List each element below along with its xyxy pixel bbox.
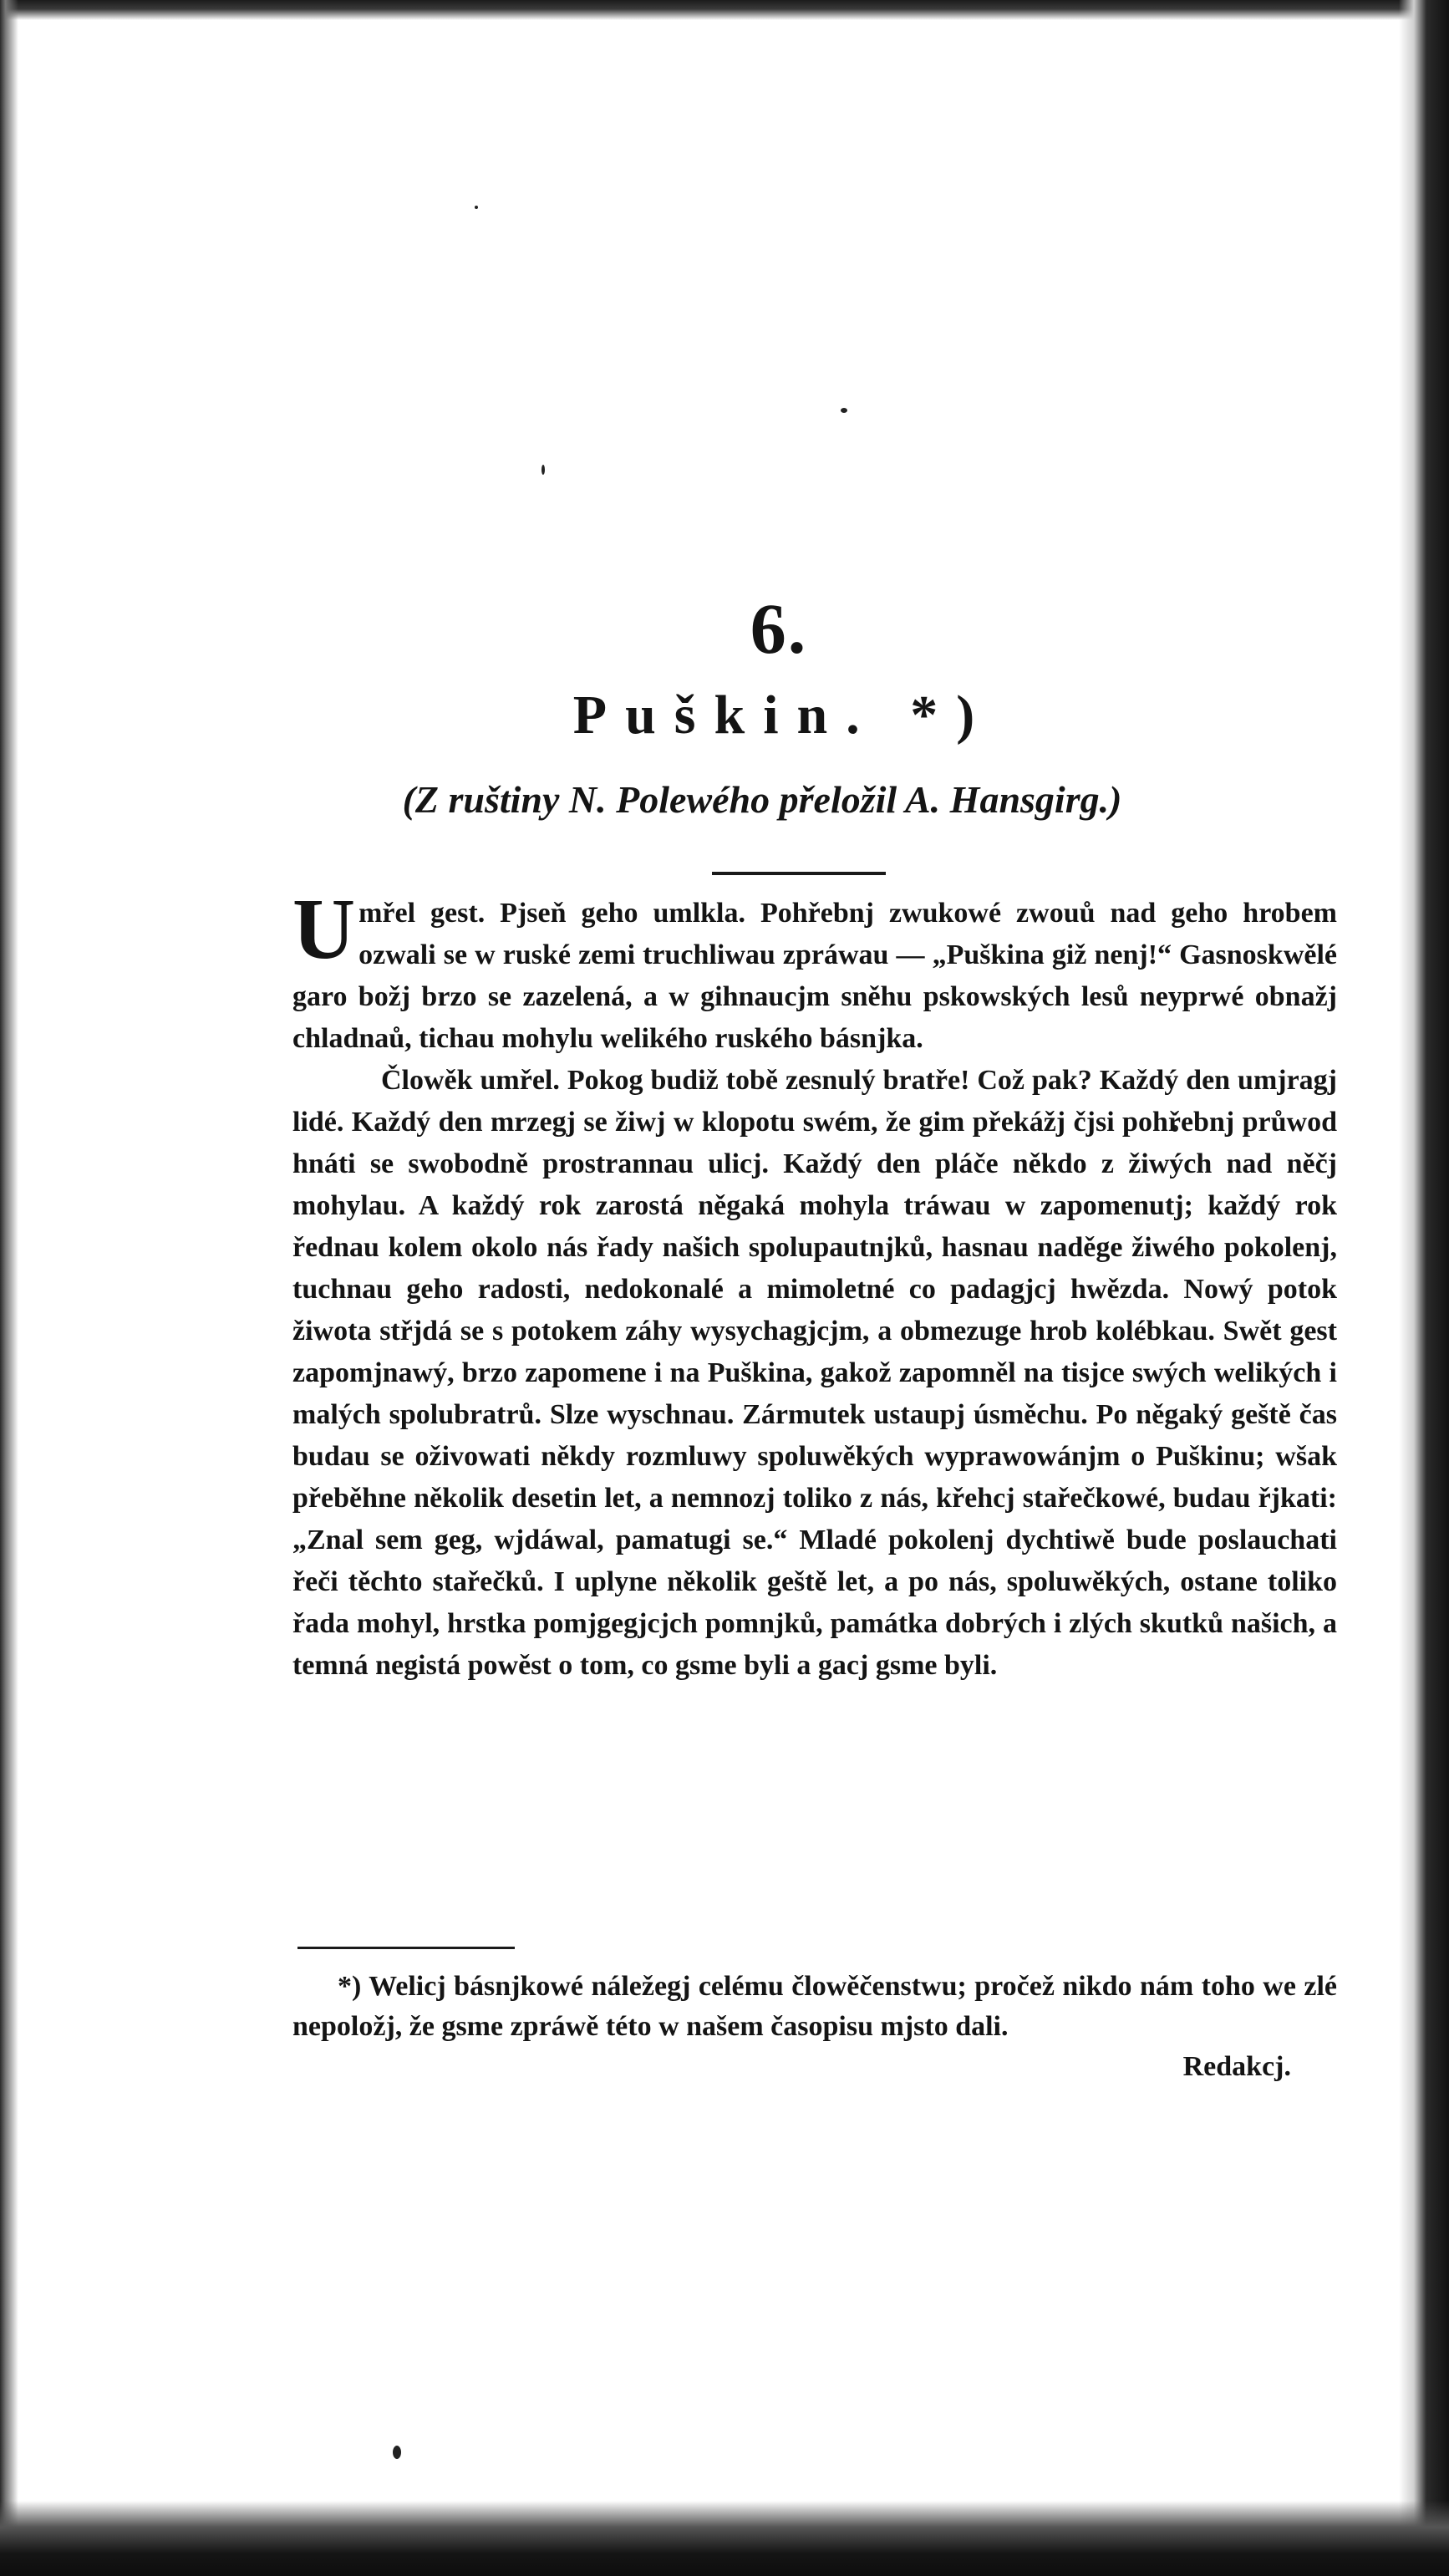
paragraph: Člowěk umřel. Pokog budiž tobě zesnulý bratře! Což pak? Každý den umjragj lidé. Každý den mrzegj se žiwj w klopotu swém, že gim překážj čjsi pohřebnj průwod hnáti se swobodně prostrannau ulicj. Každý den pláče někdo z žiwých nad něčj mohylau. A každý rok zarostá něgaká mohyla tráwau w zapomenutj; každý rok řednau kolem okolo nás řady našich spolupautnjků, hasnau naděge žiwého pokolenj, tuchnau geho radosti, nedokonalé a mimoletné co padagjcj hwězda. Nowý potok žiwota střjdá se s potokem záhy wysychagjcjm, a obmezuge hrob kolébkau. Swět gest zapomjnawý, brzo zapomene i na Puškina, gakož zapomněl na tisjce swých welikých i malých spolubratrů. Slze wyschnau. Zármutek ustaupj úsměchu. Po něgaký geště čas budau se oživowati někdy rozmluwy spoluwěkých wyprawowánjm o Puškinu; wšak přeběhne několik desetin let, a nemnozj toliko z nás, křehcj stařečkowé, budau řjkati: „Znal sem geg, wjdáwal, pamatugi se.“ Mladé pokolenj dychtiwě bude poslauchati řeči těchto stařečků. I uplyne několik geště let, a po nás, spoluwěkých, ostane toliko řada mohyl, hrstka pomjgegjcjch pomnjků, památka dobrých i zlých skutků našich, a temná negistá powěst o tom, co gsme byli a gacj gsme byli. [292, 1065, 1337, 1681]
page-title: Puškin. *) [572, 685, 994, 746]
scan-edge-bottom [0, 2501, 1449, 2576]
scan-edge-left [0, 0, 18, 2576]
page-subtitle: (Z ruštiny N. Polewého přeložil A. Hansgirg.) [402, 778, 1122, 821]
footnote-divider [297, 1947, 515, 1949]
footnote [292, 1967, 1337, 2087]
drop-cap: U [292, 881, 356, 977]
scan-edge-right [1399, 0, 1449, 2576]
title-divider [712, 872, 886, 875]
scan-speck [475, 206, 478, 209]
chapter-number: 6. [750, 588, 808, 669]
footnote-signature: Redakcj. [1182, 2051, 1291, 2082]
footnote-text: *) Welicj básnjkowé náležegj celému člowěčenstwu; pročež nikdo nám toho we zlé nepoložj, že gsme zpráwě této w našem časopisu mjsto dali. [292, 1971, 1337, 2042]
scan-edge-top [0, 0, 1449, 20]
scan-speck [841, 408, 847, 413]
article-body [292, 881, 1337, 1687]
scan-speck [541, 465, 545, 475]
paragraph [292, 881, 1337, 1060]
paragraph-text: mřel gest. Pjseň geho umlkla. Pohřebnj zwukowé zwouů nad geho hrobem ozwali se w ruské zemi truchliwau zpráwau — „Puškina giž nenj!“ Gasnoskwělé garo božj brzo se zazelená, a w gihnaucjm sněhu pskowských lesů neyprwé obnažj chladnaů, tichau mohylu welikého ruského básnjka. [292, 898, 1337, 1054]
scan-speck [393, 2446, 401, 2459]
